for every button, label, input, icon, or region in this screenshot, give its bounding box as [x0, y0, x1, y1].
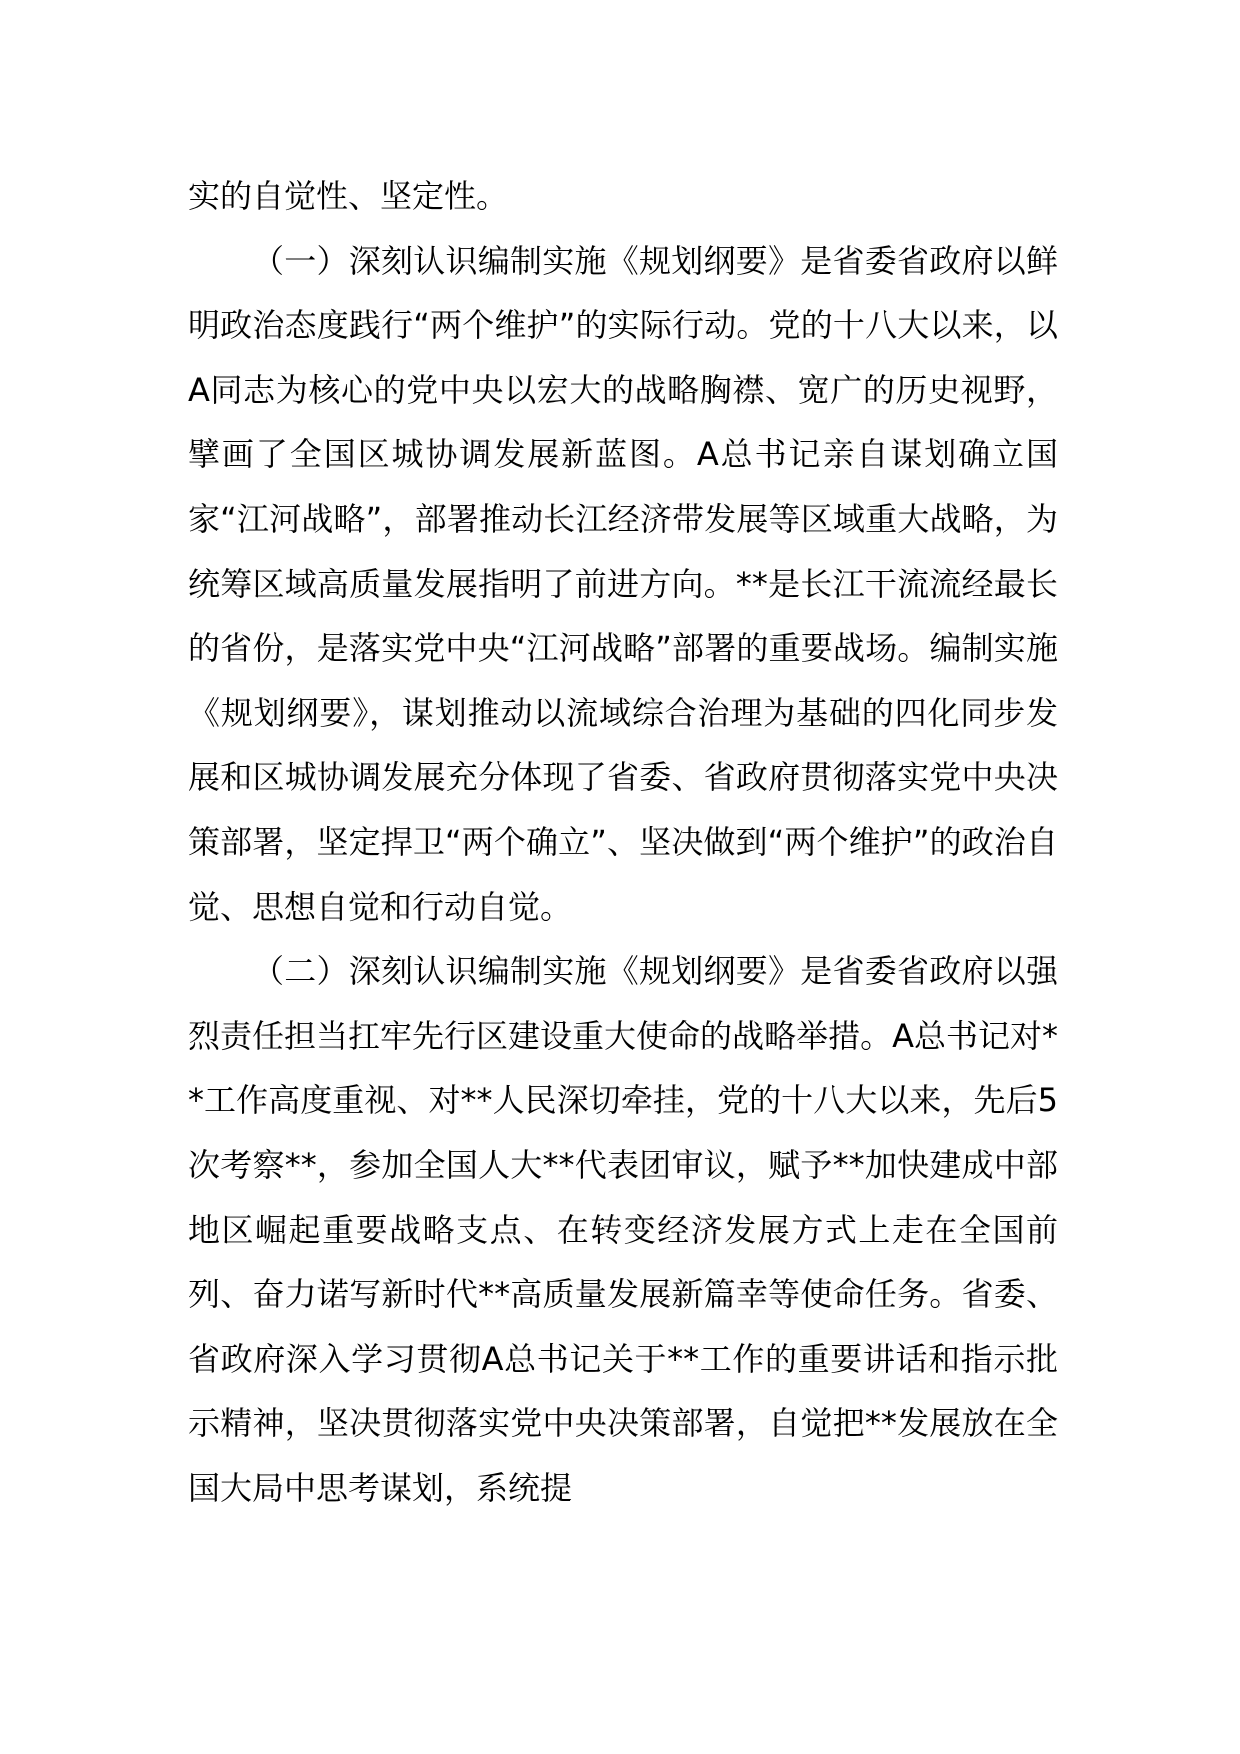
paragraph-section-one: （一）深刻认识编制实施《规划纲要》是省委省政府以鲜明政治态度践行“两个维护”的实际行动。党的十八大以来，以A同志为核心的党中央以宏大的战略胸襟、宽广的历史视野，擘画了全国区城协调发展新蓝图。A总书记亲自谋划确立国家“江河战略”，部署推动长江经济带发展等区域重大战略，为统筹区域高质量发展指明了前进方向。**是长江干流流经最长的省份，是落实党中央“江河战略”部署的重要战场。编制实施《规划纲要》，谋划推动以流域综合治理为基础的四化同步发展和区城协调发展充分体现了省委、省政府贯彻落实党中央决策部署，坚定捍卫“两个确立”、坚决做到“两个维护”的政治自觉、思想自觉和行动自觉。 — [188, 241, 1058, 926]
document-body — [188, 164, 1058, 1520]
paragraph-section-two: （二）深刻认识编制实施《规划纲要》是省委省政府以强烈责任担当扛牢先行区建设重大使命的战略举措。A总书记对**工作高度重视、对**人民深切牵挂，党的十八大以来，先后5次考察**，参加全国人大**代表团审议，赋予**加快建成中部地区崛起重要战略支点、在转变经济发展方式上走在全国前列、奋力诺写新时代**高质量发展新篇幸等使命任务。省委、省政府深入学习贯彻A总书记关于**工作的重要讲话和指示批示精神，坚决贯彻落实党中央决策部署，自觉把**发展放在全国大局中思考谋划，系统提 — [188, 952, 1058, 1507]
paragraph-continuation: 实的自觉性、坚定性。 — [188, 177, 509, 215]
